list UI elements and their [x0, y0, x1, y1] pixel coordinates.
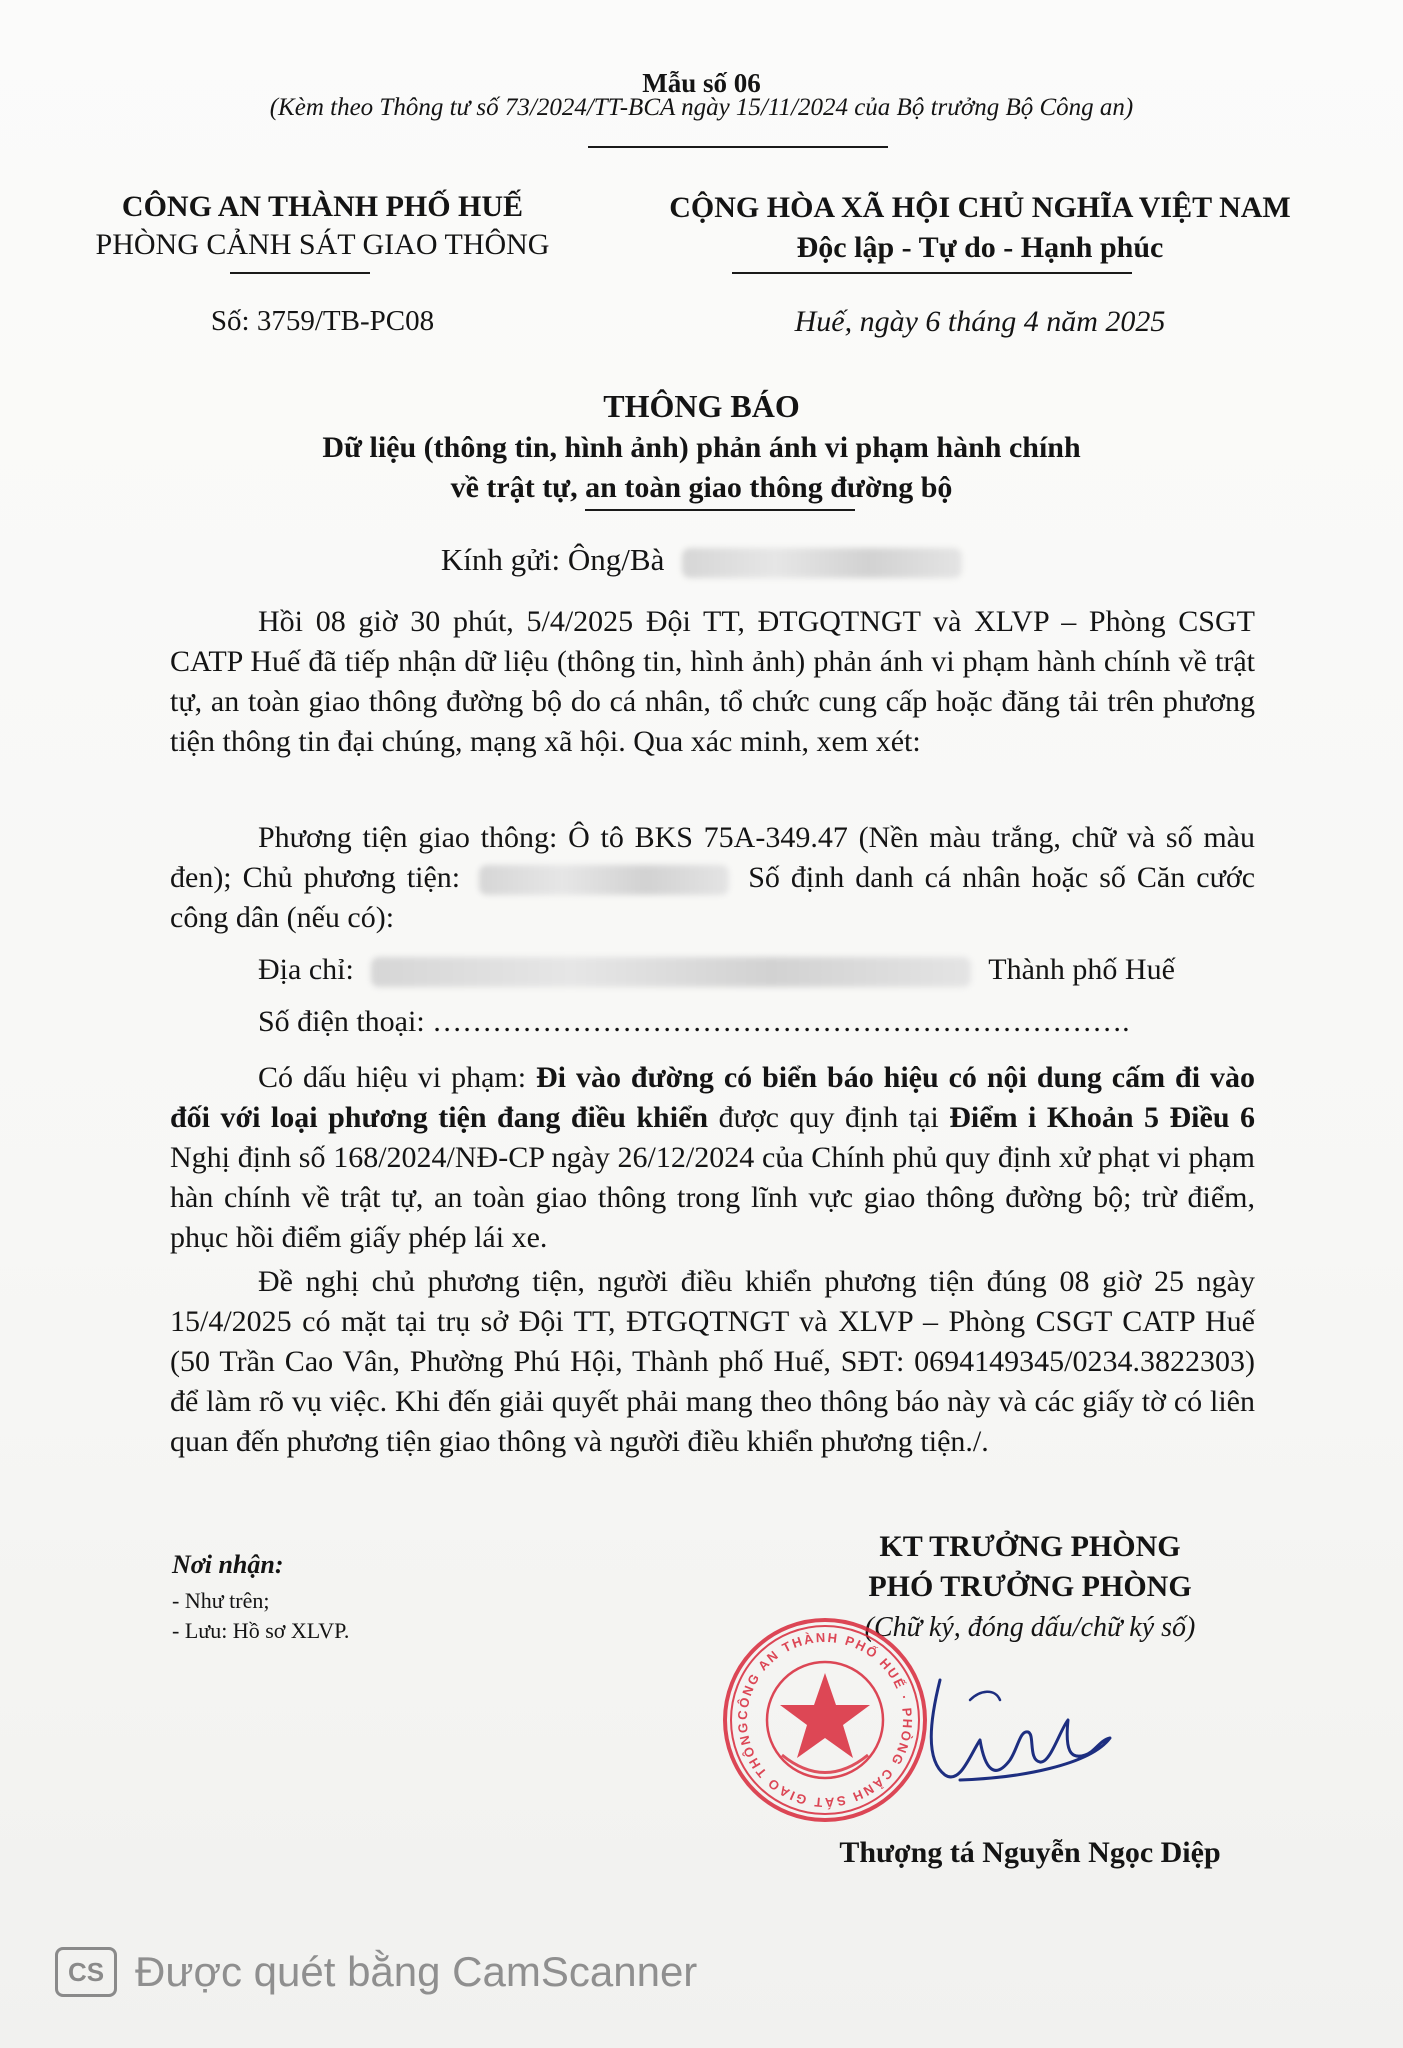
subtitle-line-2: về trật tự, an toàn giao thông đường bộ [450, 471, 953, 504]
violation-clause: Điểm i Khoản 5 Điều 6 [949, 1101, 1255, 1134]
violation-paragraph [170, 1058, 1255, 1258]
address-line [170, 950, 1255, 990]
address-label: Địa chỉ: [258, 953, 354, 986]
agency-block [60, 188, 585, 264]
greeting [0, 542, 1403, 578]
subtitle-line-1: Dữ liệu (thông tin, hình ảnh) phản ánh vi phạm hành chính [322, 431, 1081, 464]
redacted-owner-name [479, 865, 729, 895]
motto-underline [732, 272, 1132, 274]
redacted-recipient-name [682, 548, 962, 578]
violation-description: Đi vào đường có biển báo hiệu có nội dung cấm đi vào đối với loại phương tiện đang điều khiển [170, 1061, 1256, 1134]
redacted-address [371, 957, 971, 987]
greeting-prefix: Kính gửi: Ông/Bà [440, 542, 665, 577]
signer-name: Thượng tá Nguyễn Ngọc Diệp [839, 1836, 1221, 1869]
vehicle-info: Phương tiện giao thông: Ô tô BKS 75A-349.47 (Nền màu trắng, chữ và số màu đen); Chủ phương tiện: [170, 821, 1255, 894]
agency-underline [230, 272, 370, 274]
national-motto: Độc lập - Tự do - Hạnh phúc [796, 231, 1164, 264]
form-note: (Kèm theo Thông tư số 73/2024/TT-BCA ngày 15/11/2024 của Bộ trưởng Bộ Công an) [269, 94, 1134, 121]
nation-name: CỘNG HÒA XÃ HỘI CHỦ NGHĨA VIỆT NAM [669, 191, 1291, 224]
recipient-item: - Lưu: Hồ sơ XLVP. [172, 1618, 350, 1643]
violation-label: Có dấu hiệu vi phạm: [258, 1061, 527, 1094]
document-title: THÔNG BÁO [603, 388, 800, 424]
document-number: Số: 3759/TB-PC08 [210, 305, 435, 337]
camscanner-watermark [55, 1942, 697, 2002]
national-header [600, 188, 1360, 268]
svg-text:CÔNG AN THÀNH PHỐ HUẾ · PHÒNG: CÔNG AN THÀNH PHỐ HUẾ · PHÒNG CẢNH SÁT GIAO THÔNG [734, 1629, 916, 1811]
id-number-label: Số định danh cá nhân hoặc số Căn cước công dân (nếu có): [170, 861, 1256, 934]
camscanner-logo-icon: CS [55, 1947, 117, 1997]
title-underline [585, 509, 855, 511]
agency-name: CÔNG AN THÀNH PHỐ HUẾ [121, 190, 524, 223]
phone-line [170, 1002, 1255, 1042]
phone-placeholder-dots: ……………………………………………………………. [432, 1005, 1130, 1038]
handwritten-signature-icon [900, 1660, 1140, 1810]
address-city: Thành phố Huế [988, 953, 1175, 986]
form-number: Mẫu số 06 [642, 68, 761, 98]
camscanner-text: Được quét bằng CamScanner [135, 1948, 698, 1995]
vehicle-paragraph [170, 818, 1255, 938]
place-and-date: Huế, ngày 6 tháng 4 năm 2025 [794, 305, 1166, 338]
phone-label: Số điện thoại: [258, 1005, 425, 1038]
intro-paragraph: Hồi 08 giờ 30 phút, 5/4/2025 Đội TT, ĐTGQTNGT và XLVP – Phòng CSGT CATP Huế đã tiếp nhận dữ liệu (thông tin, hình ảnh) phản ánh vi phạm hành chính về trật tự, an toàn giao thông đường bộ do cá nhân, tổ chức cung cấp hoặc đăng tải trên phương tiện thông tin đại chúng, mạng xã hội. Qua xác minh, xem xét: [170, 605, 1255, 758]
recipients-title: Nơi nhận: [172, 1550, 284, 1579]
violation-mid: được quy định tại [718, 1101, 939, 1134]
form-note-underline [588, 146, 888, 148]
official-seal-icon [720, 1615, 930, 1825]
request-paragraph: Đề nghị chủ phương tiện, người điều khiển phương tiện đúng 08 giờ 25 ngày 15/4/2025 có mặt tại trụ sở Đội TT, ĐTGQTNGT và XLVP – Phòng CSGT CATP Huế (50 Trần Cao Vân, Phường Phú Hội, Thành phố Huế, SĐT: 0694149345/0234.3822303) để làm rõ vụ việc. Khi đến giải quyết phải mang theo thông báo này và các giấy tờ có liên quan đến phương tiện giao thông và người điều khiển phương tiện./. [170, 1265, 1255, 1458]
violation-legal-basis: Nghị định số 168/2024/NĐ-CP ngày 26/12/2024 của Chính phủ quy định xử phạt vi phạm hàn chính về trật tự, an toàn giao thông trong lĩnh vực giao thông đường bộ; trừ điểm, phục hồi điểm giấy phép lái xe. [170, 1141, 1255, 1254]
agency-department: PHÒNG CẢNH SÁT GIAO THÔNG [95, 228, 550, 261]
recipient-item: - Như trên; [172, 1588, 270, 1613]
signer-role-1: KT TRƯỞNG PHÒNG [879, 1530, 1181, 1563]
signature-note: (Chữ ký, đóng dấu/chữ ký số) [864, 1612, 1196, 1643]
signer-role-2: PHÓ TRƯỞNG PHÒNG [868, 1570, 1192, 1603]
document-subtitle [0, 428, 1403, 508]
